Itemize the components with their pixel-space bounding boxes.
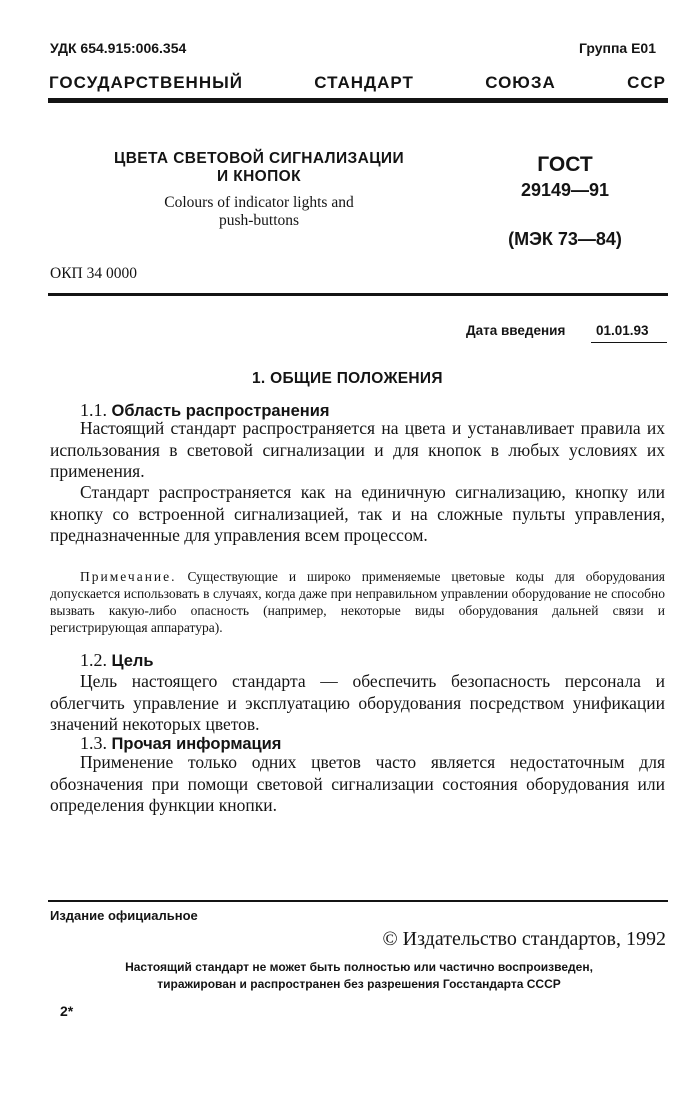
reproduction-notice-line1: Настоящий стандарт не может быть полностью или частично воспроизведен, [125,960,593,974]
subsection-1-3-title: Прочая информация [111,735,282,753]
note-text: Существующие и широко применяемые цветовые коды для оборудования допускается использовать в случаях, когда даже при неправильном управлении оборудование не способно вызвать какую-либо опасность (например, некоторые виды оборудования дальней связи и регистрирующая аппаратура). [50,569,665,635]
intro-date-label: Дата введения [466,323,566,338]
note [50,568,665,636]
paragraph-1-2-purpose: Цель настоящего стандарта — обеспечить безопасность персонала и облегчить управление и эксплуатацию оборудования посредством унификации значений некоторых цветов. [50,671,665,734]
reproduction-notice-line2: тиражирован и распространен без разрешения Госстандарта СССР [157,977,561,991]
title-ru-line1: ЦВЕТА СВЕТОВОЙ СИГНАЛИЗАЦИИ [113,150,405,167]
subsection-1-3-heading [80,733,281,754]
group-code: Группа Е01 [578,40,656,56]
subsection-1-3-number: 1.3. [80,733,107,753]
paragraph-1-1-extent: Стандарт распространяется как на единичную сигнализацию, кнопку или кнопку со встроенной сигнализацией, так и на сложные пульты управления, предназначенные для управления всем процессом. [50,482,665,545]
intro-date-underline [591,342,667,343]
subsection-1-1-number: 1.1. [80,400,107,420]
gost-number: 29149—91 [520,180,610,200]
paragraph-1-1-scope: Настоящий стандарт распространяется на цвета и устанавливает правила их использования в световой сигнализации и для кнопок в любых условиях их применения. [50,418,665,481]
title-en-line1: Colours of indicator lights and [164,194,354,211]
title-ru-line2: И КНОПОК [216,168,301,185]
paragraph-1-3-other: Применение только одних цветов часто является недостаточным для обозначения при помощи световой сигнализации состояния оборудования или определения функции кнопки. [50,752,665,815]
footer-rule [48,900,668,902]
subsection-1-1-title: Область распространения [111,402,330,420]
edition-label: Издание официальное [50,908,198,923]
state-standard-banner: ГОСУДАРСТВЕННЫЙ СТАНДАРТ СОЮЗА ССР [49,73,666,92]
title-rule [48,293,668,296]
subsection-1-2-number: 1.2. [80,650,107,670]
page-signature-mark: 2* [60,1003,74,1019]
header-rule [48,98,668,103]
gost-label: ГОСТ [537,153,593,176]
subsection-1-2-title: Цель [111,652,154,670]
udk-code: УДК 654.915:006.354 [50,40,187,56]
iec-reference: (МЭК 73—84) [508,229,622,249]
title-en-line2: push-buttons [218,212,300,229]
section-heading: 1. ОБЩИЕ ПОЛОЖЕНИЯ [252,370,443,387]
copyright: © Издательство стандартов, 1992 [382,928,666,950]
subsection-1-2-heading [80,650,154,671]
note-label: Примечание. [80,569,177,584]
intro-date-value: 01.01.93 [596,323,649,338]
okp-code: ОКП 34 0000 [50,265,137,282]
